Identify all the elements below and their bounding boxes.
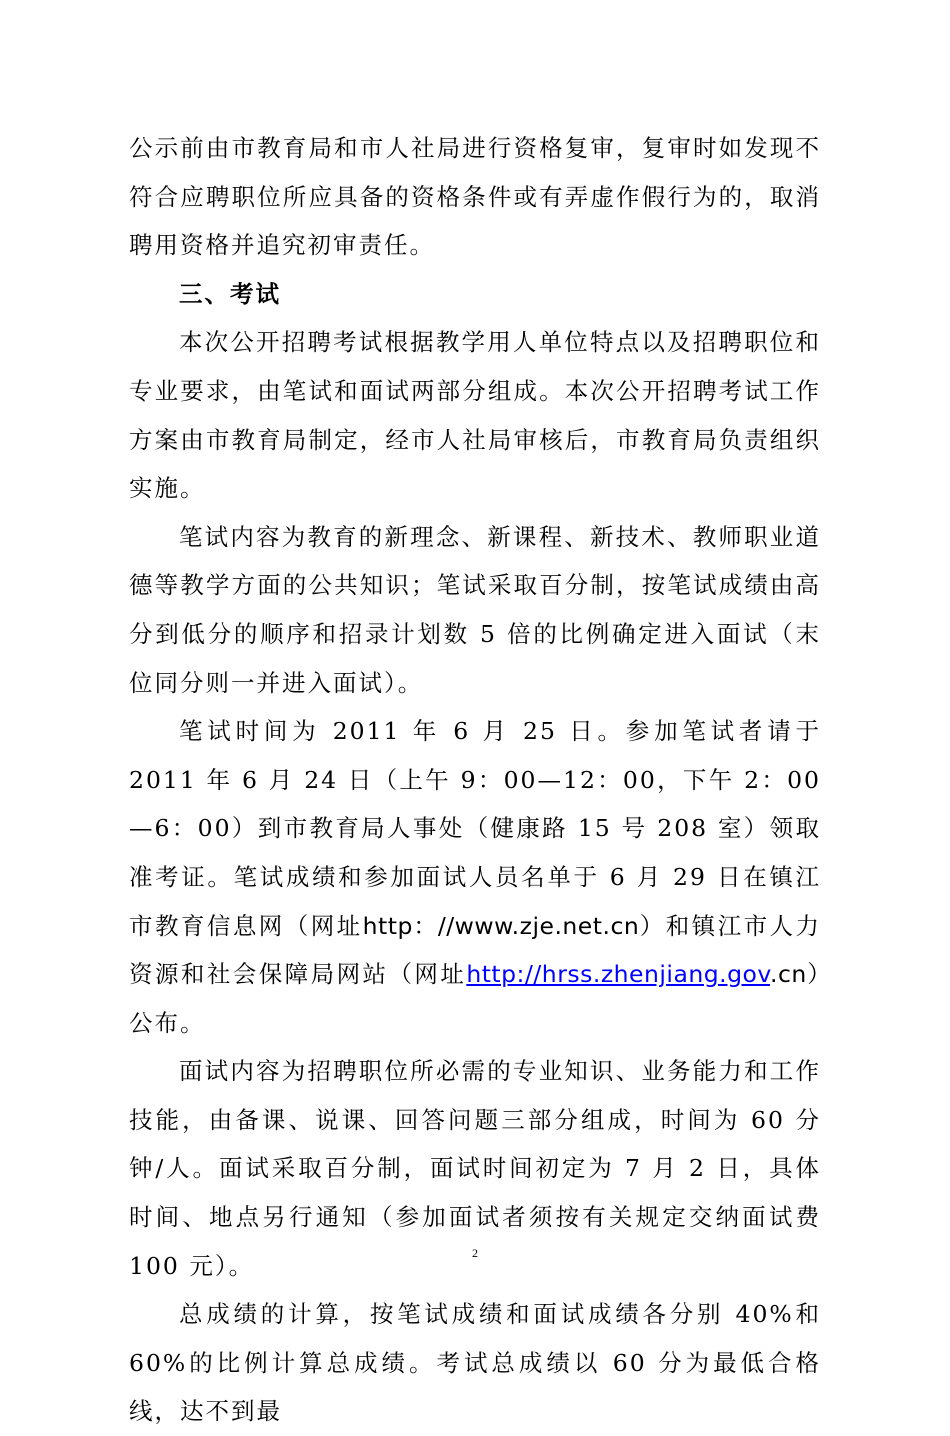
paragraph-written-exam-content: 笔试内容为教育的新理念、新课程、新技术、教师职业道德等教学方面的公共知识；笔试采取百分制，按笔试成绩由高分到低分的顺序和招录计划数 5 倍的比例确定进入面试（末位同分则一并进入面试）。 <box>129 522 821 697</box>
schedule-text-continued: ）和镇江市人力资源和社会保障局网站（网址 <box>129 911 822 989</box>
hrss-site-url-tail: .cn <box>770 960 807 989</box>
page-number: 2 <box>472 1246 478 1260</box>
schedule-text-end: ）公布。 <box>129 960 822 1037</box>
section-heading-exam: 三、考试 <box>179 279 281 308</box>
education-site-url: http：//www.zje.net.cn <box>362 911 640 940</box>
schedule-text: 笔试时间为 2011 年 6 月 25 日。参加笔试者请于 2011 年 6 月 24 日（上午 9：00—12：00，下午 2：00—6：00）到市教育局人事处（健康路 15 号 208 室）领取准考证。笔试成绩和参加面试人员名单于 6 月 29 日在镇江市教育信息网（网址 <box>129 717 821 940</box>
hrss-site-link[interactable]: http://hrss.zhenjiang.gov <box>466 960 771 989</box>
document-body <box>129 124 821 1436</box>
paragraph-interview-content: 面试内容为招聘职位所必需的专业知识、业务能力和工作技能，由备课、说课、回答问题三部分组成，时间为 60 分钟/人。面试采取百分制，面试时间初定为 7 月 2 日，具体时间、地点另行通知（参加面试者须按有关规定交纳面试费 100 元）。 <box>129 1057 821 1280</box>
paragraph-written-exam-schedule <box>129 707 821 1047</box>
paragraph-exam-overview: 本次公开招聘考试根据教学用人单位特点以及招聘职位和专业要求，由笔试和面试两部分组成。本次公开招聘考试工作方案由市教育局制定，经市人社局审核后，市教育局负责组织实施。 <box>129 328 821 503</box>
paragraph-qualification-review: 公示前由市教育局和市人社局进行资格复审，复审时如发现不符合应聘职位所应具备的资格条件或有弄虚作假行为的，取消聘用资格并追究初审责任。 <box>129 134 821 260</box>
paragraph-total-score: 总成绩的计算，按笔试成绩和面试成绩各分别 40%和 60%的比例计算总成绩。考试总成绩以 60 分为最低合格线，达不到最 <box>129 1300 821 1426</box>
